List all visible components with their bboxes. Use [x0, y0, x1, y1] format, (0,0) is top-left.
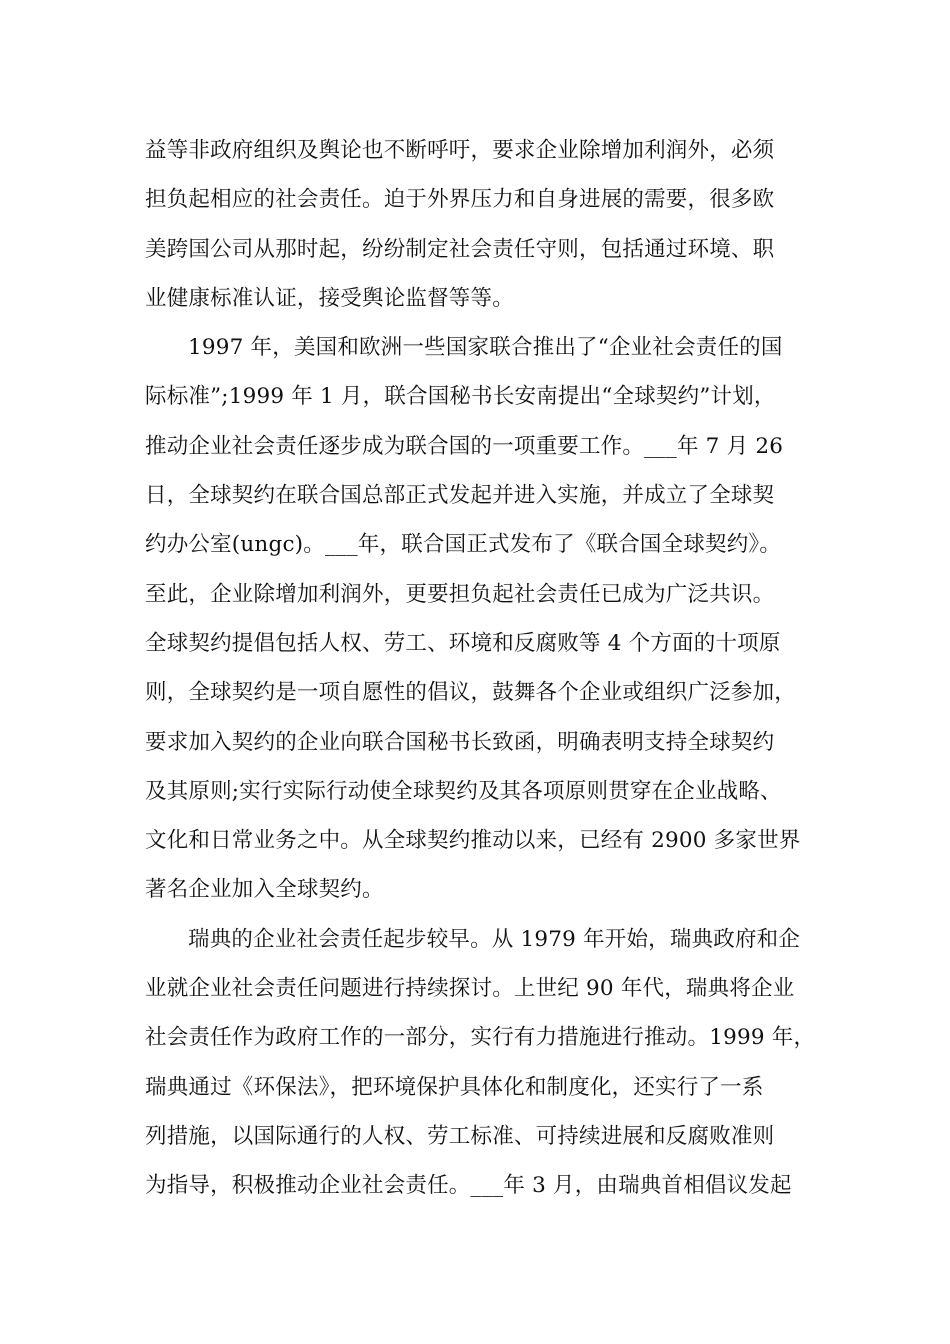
text-line: 列措施，以国际通行的人权、劳工标准、可持续进展和反腐败准则 — [145, 1123, 775, 1149]
text-line: 全球契约提倡包括人权、劳工、环境和反腐败等 4 个方面的十项原 — [145, 630, 781, 656]
text-line: 约办公室(ungc)。___年，联合国正式发布了《联合国全球契约》。 — [145, 532, 782, 558]
text-line: 社会责任作为政府工作的一部分，实行有力措施进行推动。1999 年， — [145, 1025, 816, 1051]
text-line: 至此，企业除增加利润外，更要担负起社会责任已成为广泛共识。 — [145, 581, 775, 607]
text-line: 业就企业社会责任问题进行持续探讨。上世纪 90 年代，瑞典将企业 — [145, 976, 795, 1002]
text-line: 著名企业加入全球契约。 — [145, 877, 384, 903]
text-line: 及其原则;实行实际行动使全球契约及其各项原则贯穿在企业战略、 — [145, 778, 782, 804]
text-line: 瑞典通过《环保法》，把环境保护具体化和制度化，还实行了一系 — [145, 1074, 764, 1100]
body-text — [145, 126, 825, 1211]
text-line: 担负起相应的社会责任。迫于外界压力和自身进展的需要，很多欧 — [145, 187, 775, 213]
paragraph-2 — [145, 323, 825, 915]
paragraph-3 — [145, 915, 825, 1211]
text-line: 美跨国公司从那时起，纷纷制定社会责任守则，包括通过环境、职 — [145, 236, 775, 262]
text-line: 日，全球契约在联合国总部正式发起并进入实施，并成立了全球契 — [145, 483, 775, 509]
text-line: 为指导，积极推动企业社会责任。___年 3 月，由瑞典首相倡议发起 — [145, 1173, 792, 1199]
paragraph-1 — [145, 126, 825, 323]
text-line: 际标准”;1999 年 1 月，联合国秘书长安南提出“全球契约”计划， — [145, 384, 776, 410]
text-line: 业健康标准认证，接受舆论监督等等。 — [145, 285, 514, 311]
text-line: 推动企业社会责任逐步成为联合国的一项重要工作。___年 7 月 26 — [145, 433, 784, 459]
text-line: 要求加入契约的企业向联合国秘书长致函，明确表明支持全球契约 — [145, 729, 775, 755]
text-line: 1997 年，美国和欧洲一些国家联合推出了“企业社会责任的国 — [188, 335, 783, 361]
text-line: 益等非政府组织及舆论也不断呼吁，要求企业除增加利润外，必须 — [145, 138, 775, 163]
text-line: 瑞典的企业社会责任起步较早。从 1979 年开始，瑞典政府和企 — [188, 926, 801, 952]
text-line: 文化和日常业务之中。从全球契约推动以来，已经有 2900 多家世界 — [145, 828, 801, 854]
text-line: 则，全球契约是一项自愿性的倡议，鼓舞各个企业或组织广泛参加， — [145, 680, 797, 706]
